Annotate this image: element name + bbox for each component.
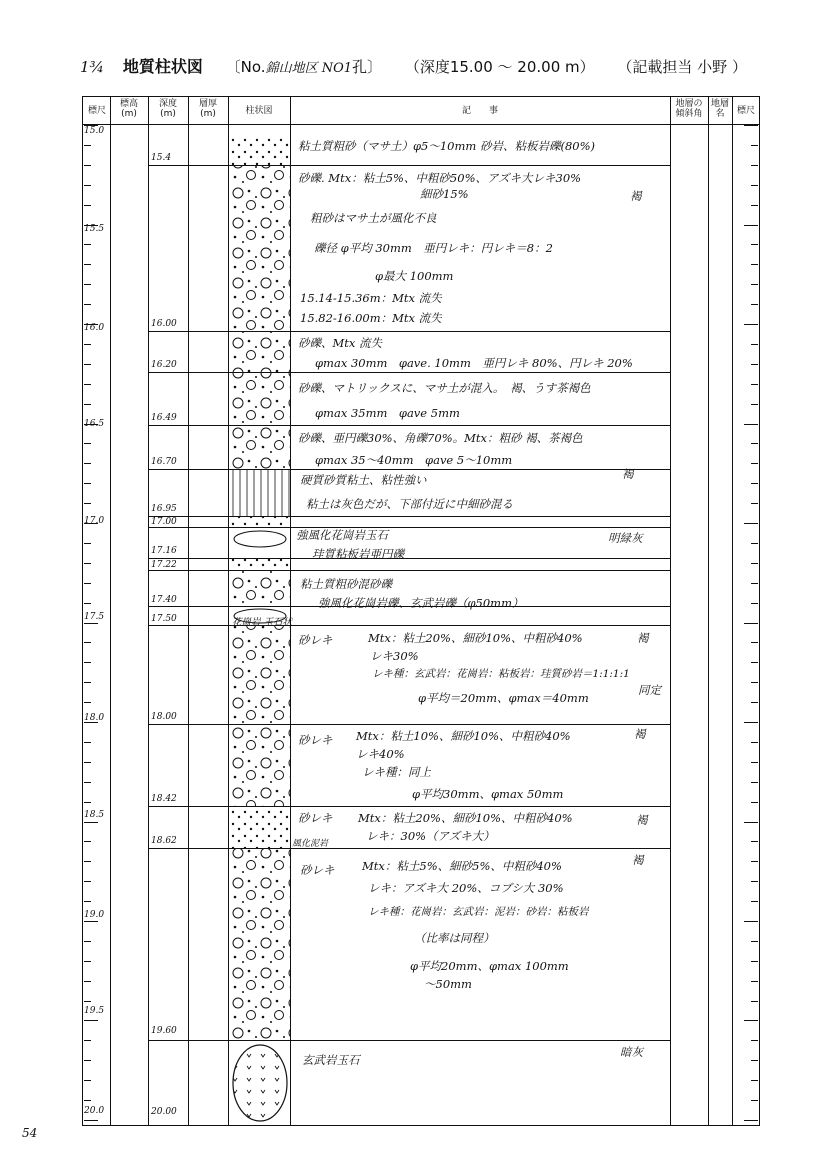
scale-tick — [84, 921, 98, 922]
header-thickness: 層厚 (m) — [198, 99, 217, 119]
scale-tick-right — [744, 722, 758, 723]
layer-description: 硬質砂質粘土、粘性強い — [300, 473, 427, 487]
scale-tick-right — [744, 921, 758, 922]
scale-tick — [84, 702, 91, 703]
layer-color: 暗灰 — [620, 1045, 643, 1059]
scale-tick — [84, 225, 98, 226]
boring-prefix: 〔No. — [225, 58, 266, 76]
scale-tick — [84, 583, 91, 584]
grid-line — [228, 96, 229, 1126]
scale-tick — [84, 662, 91, 663]
layer-boundary — [148, 558, 670, 559]
layer-description: 砂礫、亜円礫30%、角礫70%。Mtx：粗砂 褐、茶褐色 — [298, 431, 583, 445]
layer-description: 15.14-15.36m：Mtx 流失 — [300, 291, 442, 305]
scale-tick — [84, 822, 98, 823]
scale-tick-right — [751, 145, 758, 146]
layer-boundary — [148, 848, 670, 849]
layer-description: 強風化花崗岩礫、玄武岩礫（φ50mm） — [318, 596, 524, 610]
scale-tick — [84, 483, 91, 484]
layer-boundary — [148, 331, 670, 332]
scale-tick-right — [744, 523, 758, 524]
layer-description: 粘土質粗砂（マサ土）φ5～10mm 砂岩、粘板岩礫(80%) — [298, 139, 595, 153]
scale-tick-right — [744, 1120, 758, 1121]
layer-description: 砂礫. Mtx：粘土5%、中粗砂50%、アズキ大レキ30% — [298, 171, 582, 185]
layer-description: 砂レキ — [298, 733, 333, 747]
scale-tick-right — [751, 961, 758, 962]
layer-description: 粘土は灰色だが、下部付近に中細砂混る — [306, 497, 513, 511]
scale-mark: 18.0 — [84, 713, 105, 723]
depth-value: 16.49 — [151, 413, 177, 423]
layer-description: Mtx：粘土5%、細砂5%、中粗砂40% — [362, 859, 562, 873]
scale-tick-right — [751, 642, 758, 643]
scale-tick — [84, 125, 98, 126]
header-dip: 地層の傾斜角 — [675, 99, 703, 119]
scale-mark: 17.5 — [84, 612, 105, 622]
scale-tick-right — [751, 384, 758, 385]
layer-note: 花崗岩 玉石状 — [232, 617, 293, 628]
scale-tick — [84, 443, 91, 444]
scale-tick — [84, 185, 91, 186]
boring-suffix: 孔〕 — [352, 58, 383, 76]
header-elevation: 標高 (m) — [119, 99, 138, 119]
header-description: 記 事 — [461, 106, 498, 116]
scale-mark: 17.0 — [84, 516, 105, 526]
depth-value: 17.00 — [151, 517, 177, 527]
scale-tick — [84, 264, 91, 265]
layer-color: 褐 — [630, 189, 642, 203]
layer-color: 褐 — [637, 631, 649, 645]
depth-value: 16.70 — [151, 457, 177, 467]
scale-tick-right — [751, 841, 758, 842]
scale-mark: 15.5 — [84, 224, 105, 234]
scale-tick-right — [751, 284, 758, 285]
depth-value: 17.50 — [151, 614, 177, 624]
scale-tick — [84, 284, 91, 285]
scale-tick-right — [751, 364, 758, 365]
layer-boundary — [148, 724, 670, 725]
scale-tick — [84, 1020, 98, 1021]
scale-tick — [84, 344, 91, 345]
layer-description: Mtx：粘土20%、細砂10%、中粗砂40% — [368, 631, 583, 645]
scale-tick — [84, 1040, 91, 1041]
scale-tick-right — [751, 782, 758, 783]
layer-description: レキ30% — [370, 649, 419, 663]
grid-line — [670, 96, 671, 1126]
layer-description: 粘土質粗砂混砂礫 — [300, 577, 392, 591]
layer-boundary — [148, 372, 670, 373]
depth-value: 16.95 — [151, 504, 177, 514]
scale-tick — [84, 722, 98, 723]
scale-tick — [84, 424, 98, 425]
scale-tick — [84, 901, 91, 902]
layer-description: φ平均30mm、φmax 50mm — [412, 787, 564, 801]
page-number: 54 — [22, 1126, 38, 1140]
scale-tick — [84, 782, 91, 783]
scale-tick — [84, 623, 98, 624]
scale-tick — [84, 1120, 98, 1121]
scale-tick-right — [751, 662, 758, 663]
scale-tick-right — [751, 344, 758, 345]
layer-boundary — [148, 516, 670, 517]
scale-tick-right — [751, 861, 758, 862]
scale-tick-right — [751, 1100, 758, 1101]
scale-tick — [84, 404, 91, 405]
depth-value: 15.4 — [151, 153, 172, 163]
scale-tick-right — [751, 702, 758, 703]
scale-tick-right — [751, 264, 758, 265]
depth-value: 17.40 — [151, 595, 177, 605]
depth-value: 17.16 — [151, 546, 177, 556]
scale-tick — [84, 603, 91, 604]
scale-tick-right — [751, 583, 758, 584]
header-scale: 標尺 — [87, 106, 106, 116]
grid-line — [148, 96, 149, 1126]
header-divider — [82, 124, 760, 125]
scale-tick-right — [751, 304, 758, 305]
scale-tick — [84, 1001, 91, 1002]
layer-description: φ最大 100mm — [375, 269, 454, 283]
page-fraction: 1¾ — [80, 58, 105, 76]
scale-tick-right — [751, 404, 758, 405]
layer-boundary — [148, 1040, 670, 1041]
grid-line — [290, 96, 291, 1126]
scale-tick — [84, 981, 91, 982]
layer-description: レキ：30%（アズキ大） — [366, 829, 495, 843]
depth-range: （深度15.00 ～ 20.00 m） — [404, 58, 595, 76]
scale-tick-right — [744, 225, 758, 226]
scale-tick-right — [751, 1001, 758, 1002]
layer-color: 褐 — [632, 853, 644, 867]
layer-description: φmax 35～40mm φave 5～10mm — [315, 453, 513, 467]
scale-tick-right — [744, 324, 758, 325]
depth-value: 19.60 — [151, 1026, 177, 1036]
scale-mark: 16.0 — [84, 323, 105, 333]
layer-description: 砂礫、Mtx 流失 — [298, 336, 383, 350]
depth-value: 18.00 — [151, 712, 177, 722]
layer-description: レキ：アズキ大 20%、コブシ大 30% — [368, 881, 564, 895]
layer-description: 同定 — [638, 683, 661, 697]
layer-description: Mtx：粘土10%、細砂10%、中粗砂40% — [356, 729, 571, 743]
scale-tick-right — [751, 742, 758, 743]
layer-description: φ平均20mm、φmax 100mm — [410, 959, 569, 973]
scale-tick-right — [751, 682, 758, 683]
layer-description: （比率は同程） — [414, 931, 495, 945]
layer-description: レキ種：玄武岩：花崗岩：粘板岩：珪質砂岩＝1:1:1:1 — [372, 668, 630, 680]
scale-tick — [84, 244, 91, 245]
scale-tick — [84, 642, 91, 643]
scale-tick-right — [744, 822, 758, 823]
layer-description: 砂礫、マトリックスに、マサ土が混入。 褐、うす茶褐色 — [298, 381, 591, 395]
document-title: 地質柱状図 — [122, 57, 203, 76]
depth-value: 17.22 — [151, 560, 177, 570]
layer-description: 珪質粘板岩亜円礫 — [312, 547, 404, 561]
scale-tick-right — [751, 1060, 758, 1061]
scale-tick — [84, 324, 98, 325]
scale-tick-right — [751, 483, 758, 484]
layer-color: 褐 — [634, 727, 646, 741]
layer-description: レキ種：花崗岩：玄武岩：泥岩：砂岩：粘板岩 — [368, 906, 589, 918]
scale-tick — [84, 682, 91, 683]
layer-description: φmax 35mm φave 5mm — [315, 406, 460, 420]
scale-tick-right — [751, 503, 758, 504]
layer-description: レキ種：同上 — [362, 765, 431, 779]
scale-tick — [84, 503, 91, 504]
scale-tick — [84, 165, 91, 166]
scale-tick-right — [751, 165, 758, 166]
layer-boundary — [148, 806, 670, 807]
layer-boundary — [148, 570, 670, 571]
layer-description: 粗砂はマサ土が風化不良 — [310, 211, 437, 225]
scale-tick — [84, 881, 91, 882]
scale-tick — [84, 762, 91, 763]
scale-tick-right — [751, 941, 758, 942]
scale-tick — [84, 563, 91, 564]
layer-description: 砂レキ — [300, 863, 335, 877]
header-column: 柱状図 — [245, 106, 273, 116]
layer-boundary — [148, 165, 670, 166]
scale-tick — [84, 1080, 91, 1081]
header-formation: 地層名 — [710, 99, 729, 119]
scale-tick — [84, 304, 91, 305]
scale-tick — [84, 742, 91, 743]
scale-tick-right — [751, 901, 758, 902]
scale-tick-right — [751, 543, 758, 544]
depth-value: 18.62 — [151, 836, 177, 846]
scale-tick-right — [744, 125, 758, 126]
scale-tick-right — [751, 881, 758, 882]
scale-tick — [84, 841, 91, 842]
boring-name: 錦山地区 NO1 — [265, 61, 353, 76]
scale-tick-right — [744, 424, 758, 425]
scale-tick — [84, 802, 91, 803]
scale-mark: 20.0 — [84, 1106, 105, 1116]
header-depth: 深度 (m) — [158, 99, 177, 119]
scale-tick-right — [751, 244, 758, 245]
scale-tick-right — [744, 1020, 758, 1021]
scale-tick-right — [751, 981, 758, 982]
scale-tick — [84, 941, 91, 942]
layer-description: Mtx：粘土20%、細砂10%、中粗砂40% — [358, 811, 573, 825]
grid-line — [188, 96, 189, 1126]
depth-value: 16.00 — [151, 319, 177, 329]
header-scale-right: 標尺 — [736, 106, 755, 116]
layer-color: 褐 — [636, 813, 648, 827]
scale-tick — [84, 384, 91, 385]
layer-description: 15.82-16.00m：Mtx 流失 — [300, 311, 442, 325]
scale-tick-right — [751, 762, 758, 763]
scale-tick-right — [751, 205, 758, 206]
scale-mark: 19.0 — [84, 910, 105, 920]
layer-description: 強風化花崗岩玉石 — [296, 528, 388, 542]
scale-mark: 15.0 — [84, 126, 105, 136]
scale-tick — [84, 463, 91, 464]
scale-tick-right — [751, 603, 758, 604]
scale-tick-right — [751, 185, 758, 186]
recorder: （記載担当 小野 ） — [617, 58, 747, 76]
scale-tick — [84, 523, 98, 524]
scale-tick-right — [751, 802, 758, 803]
depth-value: 20.00 — [151, 1107, 177, 1117]
scale-mark: 19.5 — [84, 1006, 105, 1016]
scale-tick — [84, 1100, 91, 1101]
scale-tick-right — [751, 443, 758, 444]
layer-description: φ平均＝20mm、φmax＝40mm — [418, 691, 589, 705]
scale-tick-right — [751, 563, 758, 564]
layer-boundary — [148, 527, 670, 528]
layer-description: 礫径 φ平均 30mm 亜円レキ：円レキ＝8：2 — [314, 241, 553, 255]
layer-boundary — [148, 469, 670, 470]
layer-description: ～50mm — [424, 977, 472, 991]
scale-tick — [84, 1060, 91, 1061]
depth-value: 16.20 — [151, 360, 177, 370]
layer-color: 明緑灰 — [608, 531, 643, 545]
depth-value: 18.42 — [151, 794, 177, 804]
layer-description: レキ40% — [356, 747, 405, 761]
layer-description: 玄武岩玉石 — [302, 1053, 360, 1067]
scale-tick — [84, 205, 91, 206]
layer-boundary — [148, 425, 670, 426]
scale-tick-right — [744, 623, 758, 624]
layer-description: φmax 30mm φave. 10mm 亜円レキ 80%、円レキ 20% — [315, 356, 633, 370]
layer-description: 細砂15% — [420, 187, 469, 201]
scale-tick — [84, 961, 91, 962]
layer-color: 褐 — [622, 467, 634, 481]
layer-description: 砂レキ — [298, 633, 333, 647]
scale-tick-right — [751, 1080, 758, 1081]
scale-tick-right — [751, 1040, 758, 1041]
scale-tick-right — [751, 463, 758, 464]
grid-line — [732, 96, 733, 1126]
scale-tick — [84, 543, 91, 544]
scale-tick — [84, 145, 91, 146]
layer-description: 砂レキ — [298, 811, 333, 825]
sheet-title — [80, 54, 747, 77]
scale-mark: 16.5 — [84, 419, 105, 429]
scale-mark: 18.5 — [84, 810, 105, 820]
grid-line — [708, 96, 709, 1126]
column-note: 風化泥岩 — [292, 839, 329, 849]
scale-tick — [84, 364, 91, 365]
grid-line — [110, 96, 111, 1126]
scale-tick — [84, 861, 91, 862]
layer-boundary — [148, 625, 670, 626]
